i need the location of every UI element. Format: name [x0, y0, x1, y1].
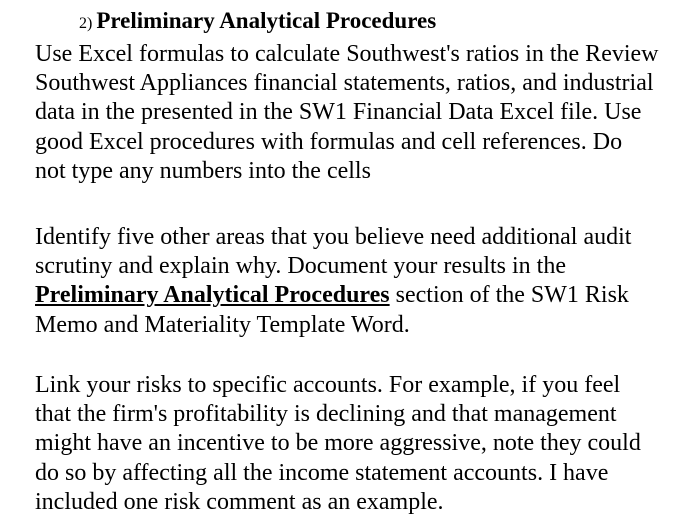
- paragraph-line: Identify five other areas that you believe need additional audit: [35, 224, 632, 250]
- paragraph-line: Memo and Materiality Template Word.: [35, 311, 410, 338]
- paragraph-line: do so by affecting all the income statement accounts. I have: [35, 459, 609, 486]
- paragraph-line: Link your risks to specific accounts. For example, if you feel: [35, 372, 621, 398]
- section-title: Preliminary Analytical Procedures: [96, 8, 437, 33]
- paragraph-line: that the firm's profitability is declining and that management: [35, 401, 617, 428]
- paragraph-line: Southwest Appliances financial statements, ratios, and industrial: [35, 70, 654, 97]
- paragraph-line: Use Excel formulas to calculate Southwest's ratios in the Review: [35, 41, 659, 67]
- paragraph-line: scrutiny and explain why. Document your results in the: [35, 253, 566, 280]
- paragraph-link-risks: [35, 371, 700, 517]
- paragraph-line: good Excel procedures with formulas and cell references. Do: [35, 128, 623, 155]
- paragraph-excel-instructions: [35, 40, 700, 186]
- section-number: 2): [79, 15, 93, 32]
- section-heading: [79, 6, 436, 39]
- paragraph-line: data in the presented in the SW1 Financial Data Excel file. Use: [35, 99, 642, 126]
- paragraph-identify-areas: [35, 223, 700, 340]
- section-reference-emphasis: Preliminary Analytical Procedures: [35, 282, 390, 309]
- paragraph-line: not type any numbers into the cells: [35, 157, 371, 184]
- paragraph-line: included one risk comment as an example.: [35, 488, 444, 515]
- paragraph-line: might have an incentive to be more aggressive, note they could: [35, 430, 641, 457]
- paragraph-line-rest: section of the SW1 Risk: [389, 282, 629, 309]
